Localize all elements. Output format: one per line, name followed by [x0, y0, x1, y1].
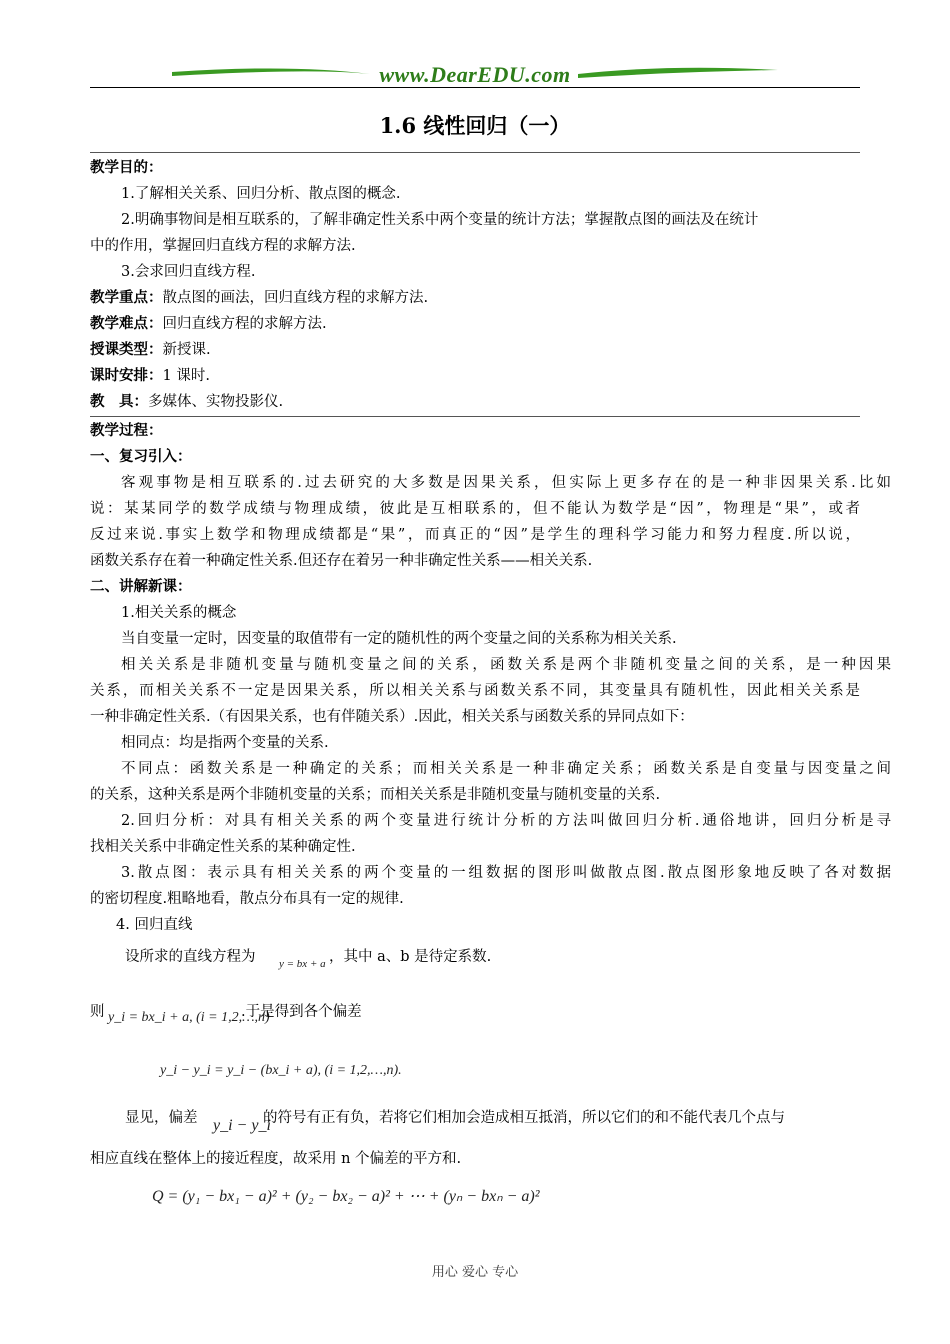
review-line-3: 反过来说.事实上数学和物理成绩都是“果”，而真正的“因”是学生的理科学习能力和努力程度.所以说， — [90, 527, 860, 543]
difficulty-row — [90, 311, 860, 337]
meta-rule — [90, 416, 860, 417]
objective-2-line-1: 2.明确事物间是相互联系的，了解非确定性关系中两个变量的统计方法；掌握散点图的画法及在统计 — [121, 212, 759, 228]
compare-line-1: 相关关系是非随机变量与随机变量之间的关系，函数关系是两个非随机变量之间的关系，是一种因果 — [121, 657, 891, 673]
scatter-line-2: 的密切程度.粗略地看，散点分布具有一定的规律. — [90, 891, 404, 907]
diff-line-2: 的关系，这种关系是两个非随机变量的关系；而相关关系是非随机变量与随机变量的关系. — [90, 787, 661, 803]
schedule-value: 1 课时. — [162, 368, 210, 384]
class-type-row — [90, 337, 860, 363]
difficulty-label: 教学难点： — [90, 315, 163, 332]
compare-line-2: 关系，而相关关系不一定是因果关系，所以相关关系与函数关系不同，其变量具有随机性，因此相关关系是 — [90, 683, 860, 699]
site-url[interactable]: www.DearEDU.com — [379, 62, 571, 87]
equation-intro-text: 设所求的直线方程为 — [125, 949, 256, 965]
tools-value: 多媒体、实物投影仪. — [148, 394, 284, 410]
deviation-line-2: 相应直线在整体上的接近程度，故采用 n 个偏差的平方和. — [90, 1151, 462, 1167]
review-line-2: 说：某某同学的数学成绩与物理成绩，彼此是互相联系的，但不能认为数学是“因”，物理是“果”，或者 — [90, 501, 860, 517]
class-type-value: 新授课. — [162, 342, 211, 358]
scatter-line-1: 3.散点图：表示具有相关关系的两个变量的一组数据的图形叫做散点图.散点图形象地反映了各对数据 — [121, 865, 891, 881]
difficulty-value: 回归直线方程的求解方法. — [162, 316, 327, 332]
regression-line-1: 2.回归分析：对具有相关关系的两个变量进行统计分析的方法叫做回归分析.通俗地讲，回归分析是寻 — [121, 813, 891, 829]
deviation-label: 显见，偏差 — [125, 1110, 198, 1126]
deviation-explain: 的符号有正有负，若将它们相加会造成相互抵消，所以它们的和不能代表几个点与 — [263, 1110, 785, 1126]
section-review-heading: 一、复习引入： — [90, 448, 192, 465]
deviation-equation: y_i − y_i = y_i − (bx_i + a), (i = 1,2,…,n). — [160, 1063, 402, 1078]
objective-2-line-2: 中的作用，掌握回归直线方程的求解方法. — [90, 238, 356, 254]
deviation-intro: .于是得到各个偏差 — [241, 1004, 362, 1020]
page-footer: 用心 爱心 专心 — [431, 1265, 519, 1280]
site-banner — [170, 62, 780, 88]
section-new-heading: 二、讲解新课： — [90, 578, 192, 595]
equation-intro-row — [90, 944, 895, 970]
title-rule — [90, 152, 860, 153]
objectives-heading: 教学目的： — [90, 159, 163, 176]
header-rule — [90, 87, 860, 88]
review-line-1: 客观事物是相互联系的.过去研究的大多数是因果关系，但实际上更多存在的是一种非因果关系.比如 — [121, 475, 891, 491]
process-heading: 教学过程： — [90, 422, 163, 439]
schedule-label: 课时安排： — [90, 367, 163, 384]
regression-line-2: 找相关关系中非确定性关系的某种确定性. — [90, 839, 356, 855]
same-points: 相同点：均是指两个变量的关系. — [121, 735, 329, 751]
tools-row — [90, 389, 860, 415]
key-point-row — [90, 285, 860, 311]
line-equation: y = bx + a — [279, 958, 326, 970]
objective-3: 3.会求回归直线方程. — [121, 264, 256, 280]
fitted-equation: y_i = bx_i + a, (i = 1,2,…,n) — [108, 1010, 270, 1025]
tools-label: 教 具： — [90, 393, 148, 410]
equation-intro-tail: ，其中 a、b 是待定系数. — [329, 949, 492, 965]
review-line-4: 函数关系存在着一种确定性关系.但还存在着另一种非确定性关系——相关关系. — [90, 553, 593, 569]
diff-line-1: 不同点：函数关系是一种确定的关系；而相关关系是一种非确定关系；函数关系是自变量与因变量之间 — [121, 761, 891, 777]
page-title: 1.6 线性回归（一） — [379, 113, 571, 138]
regression-line-title: 4. 回归直线 — [116, 917, 193, 933]
deviation-symbol: y_i − y_i — [213, 1117, 271, 1134]
schedule-row — [90, 363, 860, 389]
concept-title: 1.相关关系的概念 — [121, 605, 237, 621]
class-type-label: 授课类型： — [90, 341, 163, 358]
q-equation: Q = (y₁ − bx₁ − a)² + (y₂ − bx₂ − a)² + ⋯ + (yₙ − bxₙ − a)² — [152, 1188, 540, 1205]
key-point-value: 散点图的画法，回归直线方程的求解方法. — [162, 290, 429, 306]
key-point-label: 教学重点： — [90, 289, 163, 306]
compare-line-3: 一种非确定性关系.（有因果关系，也有伴随关系）.因此，相关关系与函数关系的异同点如下： — [90, 709, 694, 725]
objective-1: 1.了解相关关系、回归分析、散点图的概念. — [121, 186, 401, 202]
concept-definition: 当自变量一定时，因变量的取值带有一定的随机性的两个变量之间的关系称为相关关系. — [121, 631, 677, 647]
then-label: 则 — [90, 1004, 105, 1020]
